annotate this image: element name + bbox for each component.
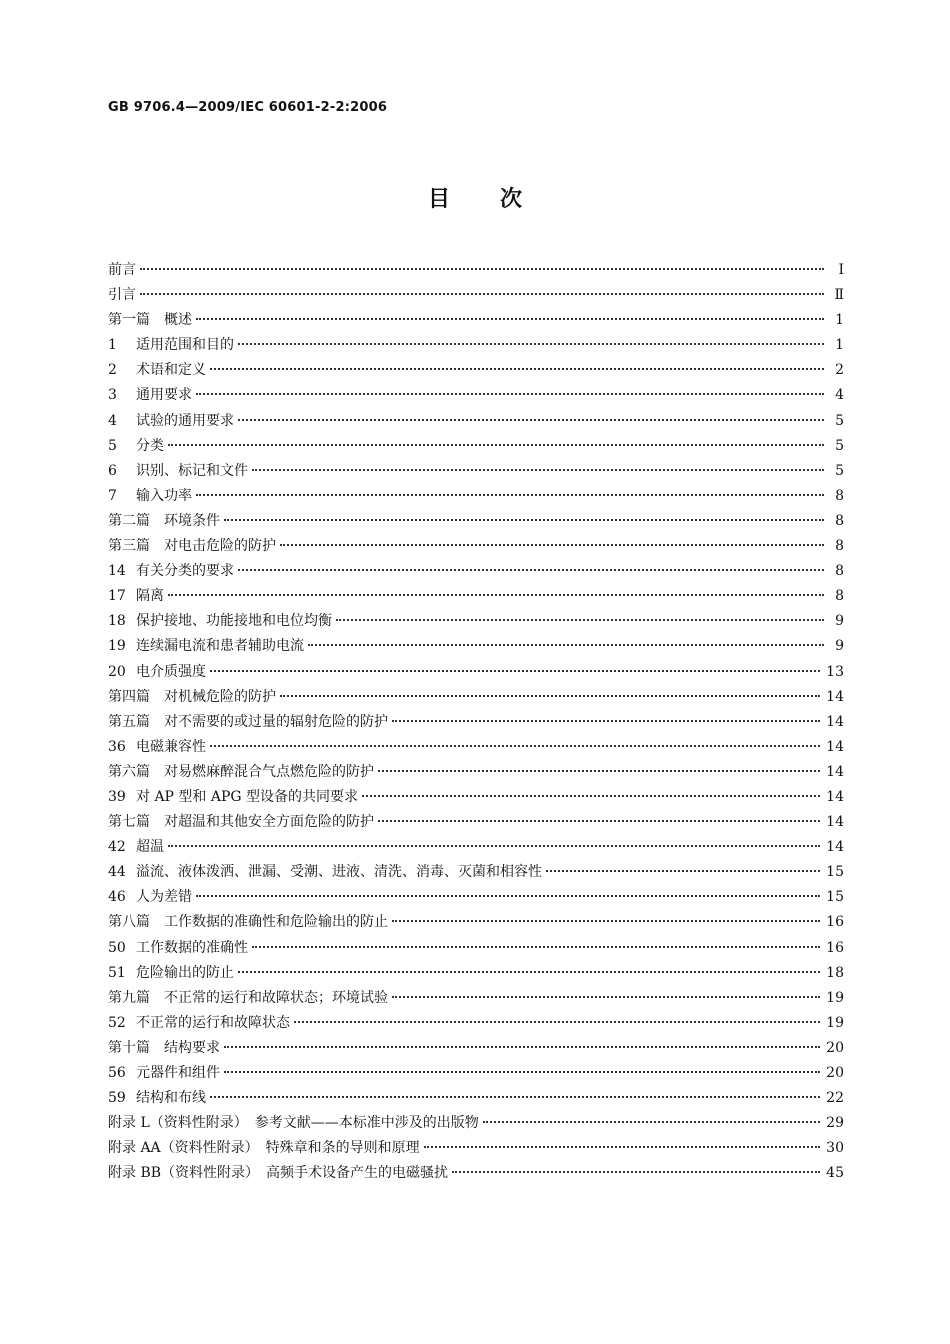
toc-entry-title: 第五篇 对不需要的或过量的辐射危险的防护	[108, 713, 388, 730]
toc-entry[interactable]	[108, 385, 844, 410]
toc-entry-title: 附录 BB（资料性附录） 高频手术设备产生的电磁骚扰	[108, 1165, 449, 1182]
toc-entry-title: 第十篇 结构要求	[108, 1039, 220, 1056]
toc-entry[interactable]	[108, 988, 844, 1013]
toc-entry[interactable]	[108, 1113, 844, 1138]
toc-leader-dots	[252, 946, 820, 948]
toc-leader-dots	[224, 519, 824, 521]
toc-entry-page: 1	[835, 312, 844, 329]
toc-entry-title: 元器件和组件	[136, 1065, 220, 1081]
toc-leader-dots	[210, 745, 820, 747]
toc-leader-dots	[252, 469, 824, 471]
toc-entry-title: 前言	[108, 262, 136, 278]
toc-entry-number: 50	[108, 939, 126, 956]
toc-leader-dots	[210, 670, 820, 672]
toc-entry[interactable]	[108, 812, 844, 837]
toc-leader-dots	[224, 1046, 820, 1048]
toc-entry-page: 20	[826, 1065, 844, 1081]
toc-leader-dots	[238, 419, 824, 421]
toc-entry[interactable]	[108, 938, 844, 963]
toc-entry-number: 56	[108, 1065, 126, 1081]
toc-entry-page: 15	[826, 889, 844, 906]
toc-entry-title: 电磁兼容性	[136, 738, 206, 755]
toc-entry[interactable]	[108, 561, 844, 586]
toc-leader-dots	[196, 393, 824, 395]
toc-entry[interactable]	[108, 662, 844, 687]
toc-entry[interactable]	[108, 712, 844, 737]
toc-entry-number: 52	[108, 1014, 126, 1031]
toc-entry-title: 超温	[136, 839, 164, 856]
toc-entry-number: 14	[108, 563, 126, 580]
toc-entry-title: 适用范围和目的	[136, 337, 234, 354]
standard-header: GB 9706.4—2009/IEC 60601-2-2:2006	[108, 100, 388, 115]
toc-entry-page: 5	[835, 437, 844, 454]
toc-entry-title: 附录 L（资料性附录） 参考文献——本标准中涉及的出版物	[108, 1115, 479, 1132]
toc-entry[interactable]	[108, 611, 844, 636]
toc-entry[interactable]	[108, 536, 844, 561]
toc-entry-number: 2	[108, 362, 117, 379]
toc-leader-dots	[238, 569, 824, 571]
toc-entry-page: 14	[826, 788, 844, 805]
toc-entry[interactable]	[108, 285, 844, 310]
toc-entry[interactable]	[108, 837, 844, 862]
toc-entry-title: 第七篇 对超温和其他安全方面危险的防护	[108, 814, 374, 831]
toc-entry-page: 22	[826, 1090, 844, 1107]
toc-leader-dots	[140, 268, 824, 270]
toc-entry-number: 4	[108, 412, 117, 429]
toc-entry[interactable]	[108, 687, 844, 712]
toc-leader-dots	[168, 444, 824, 446]
toc-leader-dots	[424, 1146, 821, 1148]
toc-entry[interactable]	[108, 887, 844, 912]
toc-entry[interactable]	[108, 636, 844, 661]
toc-entry-page: 18	[826, 964, 844, 981]
toc-entry-number: 17	[108, 588, 126, 605]
toc-leader-dots	[362, 795, 820, 797]
toc-entry-page: 5	[835, 412, 844, 429]
toc-entry[interactable]	[108, 1088, 844, 1113]
toc-entry-title: 连续漏电流和患者辅助电流	[136, 638, 304, 655]
toc-leader-dots	[308, 644, 824, 646]
toc-entry[interactable]	[108, 360, 844, 385]
toc-entry-page: 2	[835, 362, 844, 379]
toc-leader-dots	[196, 895, 820, 897]
toc-entry-number: 7	[108, 487, 117, 504]
toc-entry[interactable]	[108, 1163, 844, 1188]
toc-entry-title: 有关分类的要求	[136, 563, 234, 580]
toc-entry-page: 8	[835, 538, 844, 555]
toc-entry-number: 20	[108, 663, 126, 680]
toc-entry-page: 19	[826, 989, 844, 1006]
toc-entry-page: 14	[826, 814, 844, 831]
toc-entry-title: 电介质强度	[136, 663, 206, 680]
toc-entry-title: 第四篇 对机械危险的防护	[108, 688, 276, 705]
page-title: 目次	[427, 187, 572, 212]
toc-entry-page: 5	[835, 462, 844, 479]
toc-entry-page: Ⅱ	[834, 287, 844, 304]
toc-entry-number: 5	[108, 437, 117, 454]
toc-entry-number: 6	[108, 462, 117, 479]
toc-entry-page: 4	[835, 387, 844, 404]
toc-entry-title: 隔离	[136, 588, 164, 605]
toc-entry-title: 保护接地、功能接地和电位均衡	[136, 613, 332, 630]
toc-entry-title: 第三篇 对电击危险的防护	[108, 538, 276, 555]
toc-entry-page: 9	[835, 638, 844, 655]
toc-entry-title: 危险输出的防止	[136, 964, 234, 981]
toc-entry-title: 第八篇 工作数据的准确性和危险输出的防止	[108, 914, 388, 931]
toc-entry-page: 8	[835, 588, 844, 605]
toc-entry-page: 14	[826, 738, 844, 755]
toc-leader-dots	[392, 720, 820, 722]
toc-entry-page: 9	[835, 613, 844, 630]
toc-leader-dots	[280, 544, 824, 546]
toc-entry-title: 通用要求	[136, 387, 192, 404]
toc-entry-title: 人为差错	[136, 889, 192, 906]
toc-entry-number: 18	[108, 613, 126, 630]
toc-leader-dots	[294, 1021, 820, 1023]
toc-entry-page: 14	[826, 688, 844, 705]
toc-entry-page: 19	[826, 1014, 844, 1031]
toc-entry-page: 20	[826, 1039, 844, 1056]
toc-leader-dots	[378, 820, 820, 822]
toc-entry-page: 45	[826, 1165, 844, 1182]
toc-entry-page: 8	[835, 563, 844, 580]
toc-entry-title: 试验的通用要求	[136, 412, 234, 429]
toc-entry-page: 14	[826, 713, 844, 730]
toc-entry[interactable]	[108, 862, 844, 887]
toc-entry-number: 39	[108, 788, 126, 805]
toc-entry-page: 8	[835, 512, 844, 529]
toc-leader-dots	[336, 619, 824, 621]
toc-leader-dots	[196, 318, 824, 320]
toc-entry-title: 输入功率	[136, 487, 192, 504]
toc-leader-dots	[238, 343, 824, 345]
toc-entry-page: 8	[835, 487, 844, 504]
toc-leader-dots	[280, 695, 820, 697]
toc-entry[interactable]	[108, 1013, 844, 1038]
toc-entry[interactable]	[108, 1038, 844, 1063]
toc-leader-dots	[392, 996, 820, 998]
toc-entry-number: 51	[108, 964, 126, 981]
toc-leader-dots	[452, 1171, 820, 1173]
toc-entry[interactable]	[108, 436, 844, 461]
toc-entry-page: 16	[826, 914, 844, 931]
toc-entry[interactable]	[108, 737, 844, 762]
toc-entry-title: 第六篇 对易燃麻醉混合气点燃危险的防护	[108, 763, 374, 780]
toc-entry[interactable]	[108, 461, 844, 486]
toc-leader-dots	[392, 920, 820, 922]
toc-entry-number: 1	[108, 337, 117, 354]
toc-leader-dots	[210, 1096, 820, 1098]
toc-leader-dots	[140, 293, 824, 295]
toc-entry-page: 16	[826, 939, 844, 956]
toc-leader-dots	[196, 494, 824, 496]
toc-entry-page: 29	[826, 1115, 844, 1132]
toc-entry-page: 15	[826, 864, 844, 881]
toc-leader-dots	[210, 368, 824, 370]
toc-entry-page: Ⅰ	[838, 262, 844, 278]
toc-entry-number: 59	[108, 1090, 126, 1107]
toc-entry-number: 36	[108, 738, 126, 755]
toc-entry-title: 识别、标记和文件	[136, 462, 248, 479]
toc-leader-dots	[168, 594, 824, 596]
toc-entry[interactable]	[108, 335, 844, 360]
toc-entry[interactable]	[108, 762, 844, 787]
toc-entry[interactable]	[108, 1063, 844, 1088]
toc-leader-dots	[168, 845, 820, 847]
toc-entry-title: 工作数据的准确性	[136, 939, 248, 956]
toc-entry-title: 第九篇 不正常的运行和故障状态；环境试验	[108, 989, 388, 1006]
toc-entry[interactable]	[108, 912, 844, 937]
toc-entry-page: 14	[826, 839, 844, 856]
toc-entry[interactable]	[108, 260, 844, 285]
toc-entry-number: 46	[108, 889, 126, 906]
toc-entry-page: 13	[826, 663, 844, 680]
toc-entry-title: 引言	[108, 287, 136, 304]
toc-entry[interactable]	[108, 486, 844, 511]
toc-entry-page: 14	[826, 763, 844, 780]
toc-leader-dots	[378, 770, 820, 772]
table-of-contents	[108, 260, 844, 1188]
toc-entry-title: 对 AP 型和 APG 型设备的共同要求	[136, 788, 359, 805]
toc-entry-number: 44	[108, 864, 126, 881]
toc-leader-dots	[238, 971, 820, 973]
toc-entry-page: 30	[826, 1140, 844, 1157]
toc-entry-title: 第二篇 环境条件	[108, 512, 220, 529]
toc-entry-page: 1	[835, 337, 844, 354]
toc-entry-number: 19	[108, 638, 126, 655]
toc-entry[interactable]	[108, 1138, 844, 1163]
toc-entry[interactable]	[108, 411, 844, 436]
toc-entry-title: 结构和布线	[136, 1090, 206, 1107]
toc-leader-dots	[546, 870, 820, 872]
toc-entry-number: 3	[108, 387, 117, 404]
toc-entry-number: 42	[108, 839, 126, 856]
toc-entry[interactable]	[108, 963, 844, 988]
toc-entry[interactable]	[108, 586, 844, 611]
toc-entry[interactable]	[108, 787, 844, 812]
toc-entry-title: 分类	[136, 437, 164, 454]
toc-entry-title: 不正常的运行和故障状态	[136, 1014, 290, 1031]
toc-entry[interactable]	[108, 310, 844, 335]
toc-entry-title: 附录 AA（资料性附录） 特殊章和条的导则和原理	[108, 1140, 420, 1157]
toc-entry-title: 溢流、液体泼洒、泄漏、受潮、进液、清洗、消毒、灭菌和相容性	[136, 864, 542, 881]
toc-leader-dots	[224, 1071, 820, 1073]
toc-entry[interactable]	[108, 511, 844, 536]
toc-entry-title: 第一篇 概述	[108, 312, 192, 329]
toc-entry-title: 术语和定义	[136, 362, 206, 379]
toc-leader-dots	[483, 1121, 820, 1123]
